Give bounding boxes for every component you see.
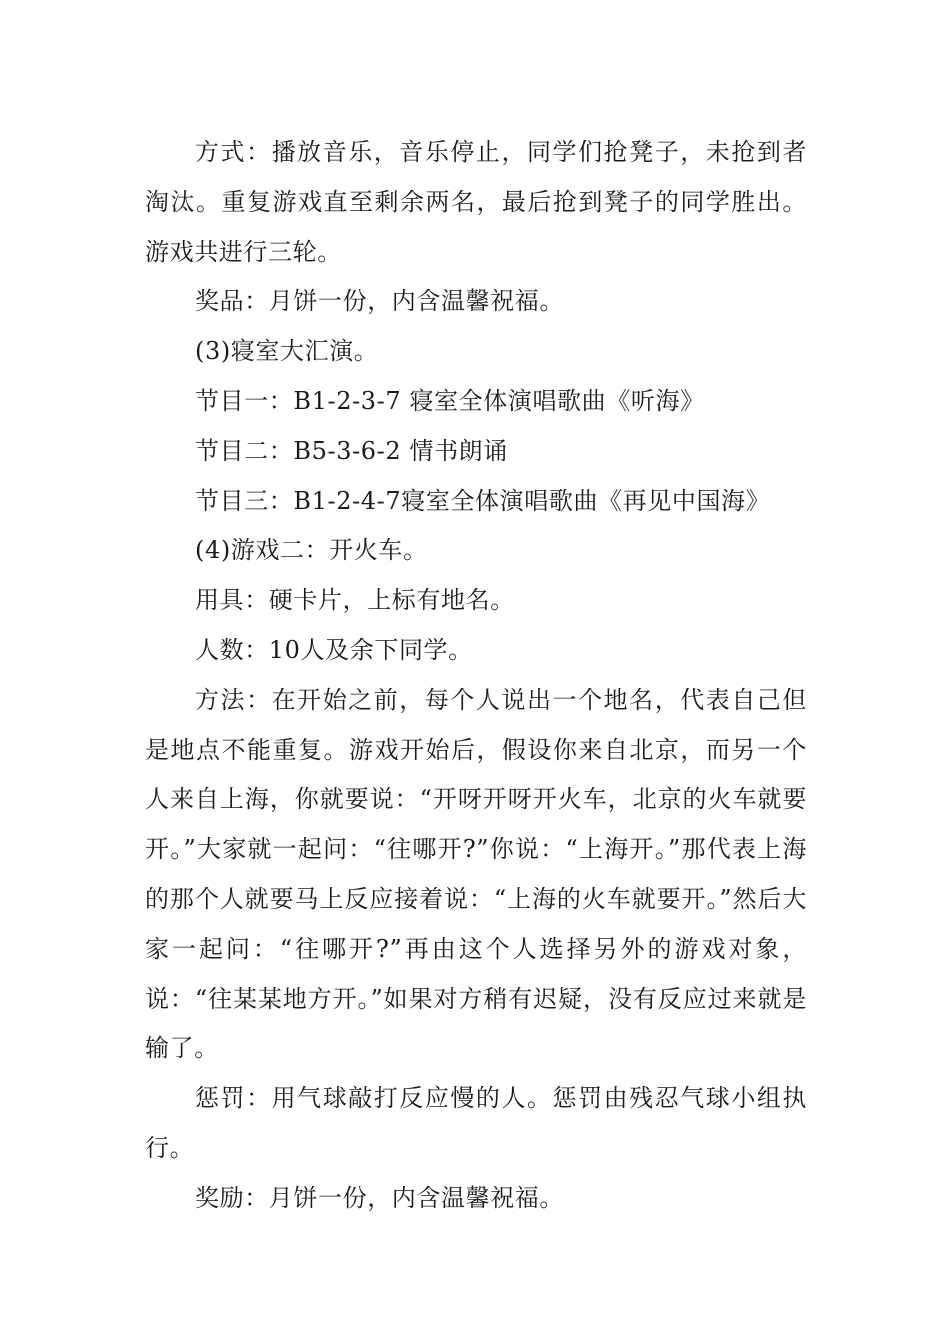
paragraph-program-3: 节目三：B1-2-4-7寝室全体演唱歌曲《再见中国海》 — [195, 486, 771, 515]
paragraph-method: 方法：在开始之前，每个人说出一个地名，代表自己但是地点不能重复。游戏开始后，假设你来自北京，而另一个人来自上海，你就要说：“开呀开呀开火车，北京的火车就要开。”大家就一起问：“往哪开?”你说：“上海开。”那代表上海的那个人就要马上反应接着说：“上海的火车就要开。”然后大家一起问：“往哪开?”再由这个人选择另外的游戏对象，说：“往某某地方开。”如果对方稍有迟疑，没有反应过来就是输了。 — [145, 685, 807, 1063]
document-body — [145, 128, 807, 1224]
paragraph-reward: 奖励：月饼一份，内含温馨祝福。 — [195, 1183, 564, 1212]
paragraph-rules: 方式：播放音乐，音乐停止，同学们抢凳子，未抢到者淘汰。重复游戏直至剩余两名，最后抢到凳子的同学胜出。游戏共进行三轮。 — [145, 138, 807, 266]
paragraph-section-3: (3)寝室大汇演。 — [195, 337, 379, 366]
paragraph-penalty: 惩罚：用气球敲打反应慢的人。惩罚由残忍气球小组执行。 — [145, 1084, 807, 1162]
paragraph-prize: 奖品：月饼一份，内含温馨祝福。 — [195, 287, 564, 316]
paragraph-participants: 人数：10人及余下同学。 — [195, 635, 473, 664]
paragraph-tools: 用具：硬卡片，上标有地名。 — [195, 586, 515, 615]
paragraph-section-4: (4)游戏二：开火车。 — [195, 536, 428, 565]
paragraph-program-1: 节目一：B1-2-3-7 寝室全体演唱歌曲《听海》 — [195, 386, 705, 415]
paragraph-program-2: 节目二：B5-3-6-2 情书朗诵 — [195, 436, 508, 465]
